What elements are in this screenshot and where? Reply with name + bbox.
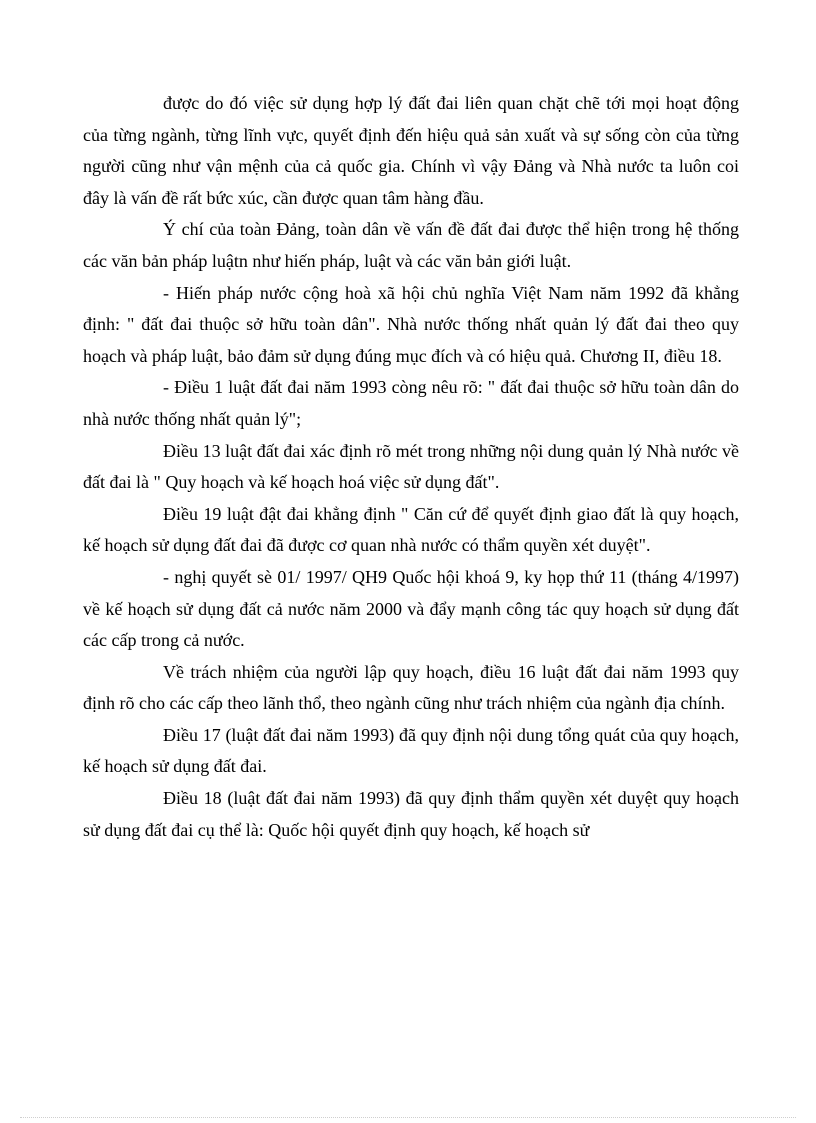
paragraph-8: Về trách nhiệm của người lập quy hoạch, điều 16 luật đất đai năm 1993 quy định rõ cho các cấp theo lãnh thổ, theo ngành cũng như trách nhiệm của ngành địa chính. — [83, 661, 739, 714]
paragraph-7: - nghị quyết sè 01/ 1997/ QH9 Quốc hội khoá 9, ky họp thứ 11 (tháng 4/1997) về kế hoạch sử dụng đất cả nước năm 2000 và đẩy mạnh công tác quy hoạch sử dụng đất các cấp trong cả nước. — [83, 566, 739, 651]
page-bottom-edge — [20, 1117, 796, 1118]
paragraph-10: Điều 18 (luật đất đai năm 1993) đã quy định thẩm quyền xét duyệt quy hoạch sử dụng đất đai cụ thể là: Quốc hội quyết định quy hoạch, kế hoạch sử — [83, 788, 739, 840]
paragraph-6: Điều 19 luật đật đai khẳng định " Căn cứ để quyết định giao đất là quy hoạch, kế hoạch sử dụng đất đai đã được cơ quan nhà nước có thẩm quyền xét duyệt". — [83, 503, 739, 556]
paragraph-4: - Điều 1 luật đất đai năm 1993 còng nêu rõ: " đất đai thuộc sở hữu toàn dân do nhà nước thống nhất quản lý"; — [83, 377, 739, 429]
paragraph-3: - Hiến pháp nước cộng hoà xã hội chủ nghĩa Việt Nam năm 1992 đã khẳng định: " đất đai thuộc sở hữu toàn dân". Nhà nước thống nhất quản lý đất đai theo quy hoạch và pháp luật, bảo đảm sử dụng đúng mục đích và có hiệu quả. Chương II, điều 18. — [83, 282, 739, 366]
paragraph-5: Điều 13 luật đất đai xác định rõ mét trong những nội dung quản lý Nhà nước về đất đai là " Quy hoạch và kế hoạch hoá việc sử dụng đất". — [83, 440, 739, 493]
paragraph-1: được do đó việc sử dụng hợp lý đất đai liên quan chặt chẽ tới mọi hoạt động của từng ngành, từng lĩnh vực, quyết định đến hiệu quả sản xuất và sự sống còn của từng người cũng như vận mệnh của cả quốc gia. Chính vì vậy Đảng và Nhà nước ta luôn coi đây là vấn đề rất bức xúc, cần được quan tâm hàng đầu. — [83, 93, 739, 208]
paragraph-9: Điều 17 (luật đất đai năm 1993) đã quy định nội dung tổng quát của quy hoạch, kế hoạch sử dụng đất đai. — [83, 724, 739, 777]
document-body — [83, 88, 739, 846]
paragraph-2: Ý chí của toàn Đảng, toàn dân về vấn đề đất đai được thể hiện trong hệ thống các văn bản pháp luậtn như hiến pháp, luật và các văn bản giới luật. — [83, 219, 739, 271]
